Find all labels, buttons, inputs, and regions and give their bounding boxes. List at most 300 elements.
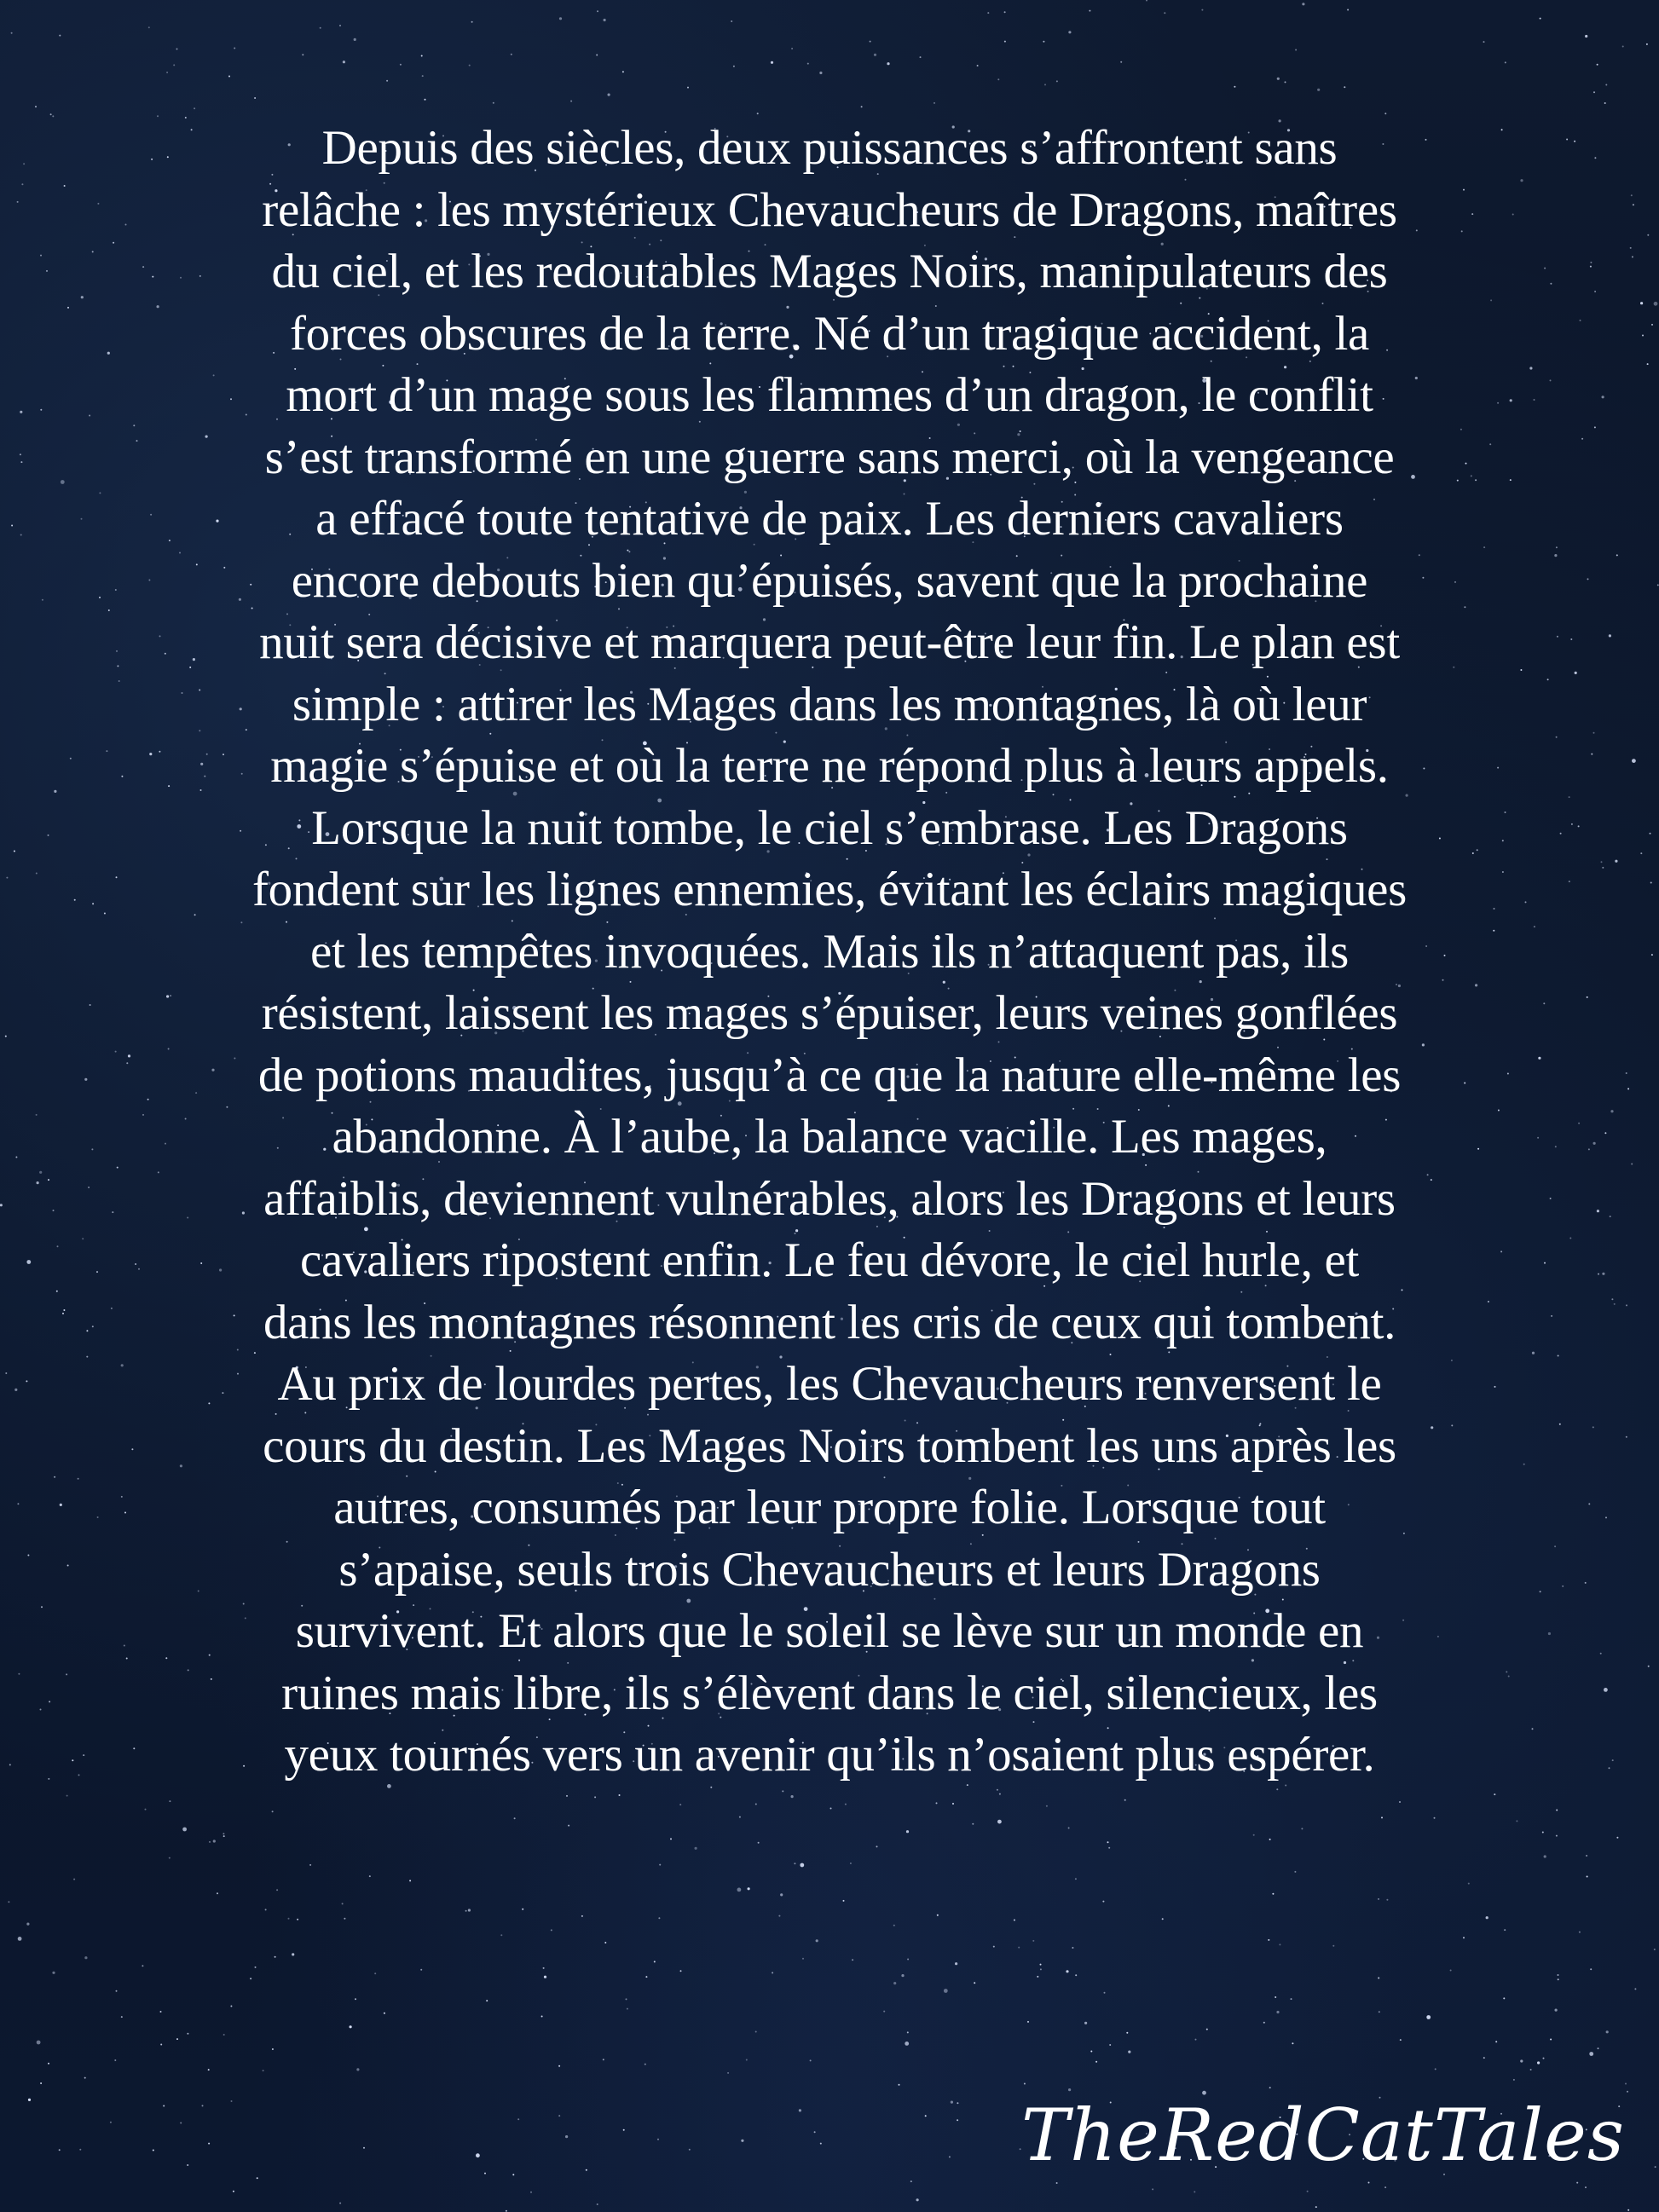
star [81, 296, 84, 298]
star [1194, 2191, 1195, 2192]
star [1550, 2039, 1552, 2041]
star [1602, 867, 1604, 869]
star [695, 1847, 697, 1850]
star [645, 1976, 647, 1978]
star [1107, 1841, 1109, 1843]
star [176, 2038, 178, 2040]
star [342, 1903, 344, 1904]
star [1381, 1816, 1383, 1818]
story-line: a effacé toute tentative de paix. Les derniers cavaliers [315, 492, 1344, 546]
star [627, 2008, 628, 2010]
star [1650, 833, 1651, 835]
star [901, 1974, 904, 1977]
star [551, 1929, 552, 1931]
star [46, 270, 48, 272]
star [952, 1803, 954, 1805]
star [1574, 141, 1575, 142]
star [52, 1972, 55, 1974]
star [169, 1857, 171, 1859]
star [514, 1817, 516, 1819]
star [292, 1953, 294, 1955]
star [309, 1864, 311, 1866]
star [1315, 2206, 1317, 2208]
star [213, 1839, 216, 1842]
star [1294, 1871, 1296, 1873]
star [1587, 996, 1588, 998]
star [544, 1976, 546, 1978]
star [1631, 194, 1633, 196]
star [1578, 825, 1580, 827]
star [679, 1804, 681, 1805]
star [820, 2143, 822, 2145]
star [1622, 46, 1624, 48]
star [957, 2102, 958, 2104]
star [568, 1825, 569, 1827]
story-line: s’apaise, seuls trois Chevaucheurs et leurs Dragons [338, 1542, 1321, 1597]
star [570, 101, 572, 102]
star [1276, 2011, 1279, 2013]
star [1378, 1978, 1379, 1979]
star [1605, 84, 1607, 86]
star [874, 54, 876, 56]
star [1594, 426, 1596, 428]
star [778, 1915, 780, 1917]
star [173, 64, 175, 66]
star [1540, 18, 1541, 20]
star [11, 32, 13, 34]
star [230, 2006, 232, 2007]
story-line: fondent sur les lignes ennemies, évitant les éclairs magiques [251, 863, 1408, 916]
star [81, 518, 83, 520]
star [217, 1892, 218, 1894]
star [1646, 43, 1648, 45]
star [1556, 1835, 1558, 1837]
star [1601, 861, 1603, 863]
star [1368, 2182, 1370, 2184]
star [180, 2122, 182, 2124]
star [53, 1210, 55, 1211]
star [1075, 1878, 1077, 1880]
star [1606, 2030, 1609, 2033]
star [54, 790, 56, 793]
star [1307, 2191, 1309, 2192]
star [883, 2011, 885, 2013]
star [1555, 2009, 1558, 2012]
star [1586, 1855, 1587, 1857]
star [90, 1004, 91, 1006]
star [255, 1967, 257, 1968]
star [597, 10, 598, 12]
star [791, 1795, 794, 1798]
star [425, 99, 426, 101]
star [910, 2180, 912, 2182]
star [49, 1701, 50, 1702]
star [48, 2063, 49, 2065]
star [1295, 49, 1297, 51]
star [209, 1841, 211, 1843]
story-line: Lorsque la nuit tombe, le ciel s’embrase. Les Dragons [311, 800, 1348, 855]
star [1655, 2166, 1656, 2168]
star [344, 1918, 345, 1920]
star [73, 1879, 75, 1880]
star [1587, 1876, 1588, 1878]
star [1276, 1788, 1278, 1790]
star [223, 2034, 225, 2036]
star [905, 2042, 909, 2046]
star [1494, 1793, 1495, 1795]
star [1162, 1918, 1164, 1920]
star [0, 1204, 3, 1206]
star [780, 1893, 783, 1896]
star [543, 1967, 545, 1969]
star [223, 1835, 225, 1837]
star [5, 1036, 7, 1037]
star [1566, 139, 1568, 141]
star [1626, 1072, 1627, 1074]
star [339, 2203, 341, 2204]
star [1068, 2088, 1071, 2091]
star [422, 75, 424, 77]
star [157, 115, 159, 117]
star [476, 2153, 480, 2157]
star [1633, 204, 1634, 205]
star [1263, 2022, 1265, 2024]
star [604, 19, 606, 21]
star [297, 1919, 298, 1920]
star [791, 48, 793, 49]
star [977, 65, 979, 66]
star [1650, 882, 1652, 884]
star [272, 2048, 274, 2050]
star [8, 1901, 9, 1903]
star [66, 1795, 68, 1797]
star [1253, 1834, 1255, 1836]
star [20, 453, 21, 455]
star [468, 1909, 471, 1911]
star [772, 1972, 773, 1973]
story-line: yeux tournés vers un avenir qu’ils n’osaient plus espérer. [284, 1728, 1375, 1782]
star [1589, 2052, 1593, 2056]
star [386, 80, 388, 82]
star [420, 1969, 422, 1971]
star [689, 2149, 691, 2151]
star [86, 1356, 88, 1358]
star [1590, 266, 1592, 268]
star [1612, 1759, 1614, 1761]
star [1569, 1238, 1571, 1239]
star [1578, 1123, 1580, 1124]
star [1164, 12, 1165, 14]
star [1332, 1945, 1334, 1947]
star [1043, 41, 1044, 43]
story-line: relâche : les mystérieux Chevaucheurs de Dragons, maîtres [262, 182, 1397, 237]
star [1580, 320, 1581, 321]
star [1576, 2182, 1578, 2184]
star [1609, 1767, 1610, 1769]
star [14, 851, 15, 852]
story-line: de potions maudites, jusqu’à ce que la nature elle-même les [257, 1048, 1402, 1102]
star [1604, 1132, 1606, 1134]
star [1046, 1805, 1048, 1807]
star [659, 1864, 661, 1866]
star [876, 1845, 878, 1847]
star [997, 1789, 998, 1791]
star [581, 1915, 583, 1917]
star [339, 25, 341, 26]
star [1542, 1832, 1544, 1834]
star [1275, 1996, 1276, 1998]
star [275, 1956, 276, 1958]
story-line: dans les montagnes résonnent les cris de ceux qui tombent. [263, 1295, 1396, 1349]
star [597, 2203, 598, 2205]
star [654, 1961, 656, 1962]
star [182, 1828, 187, 1832]
star [48, 1778, 49, 1780]
star [26, 1380, 27, 1382]
story-line: nuit sera décisive et marquera peut-être leur fin. Le plan est [259, 615, 1400, 669]
star [20, 411, 22, 413]
star [1503, 1997, 1505, 1999]
star [50, 113, 52, 115]
star [1558, 1978, 1559, 1980]
story-line: cours du destin. Les Mages Noirs tombent les uns après les [263, 1418, 1396, 1473]
star [755, 1804, 757, 1805]
star [1642, 335, 1644, 337]
star [1513, 2079, 1515, 2081]
star [35, 106, 37, 107]
story-line: affaiblis, deviennent vulnérables, alors les Dragons et leurs [263, 1171, 1396, 1226]
story-line: cavaliers ripostent enfin. Le feu dévore, le ciel hurle, et [299, 1233, 1360, 1287]
star [1570, 638, 1572, 640]
star [802, 1958, 804, 1960]
star [658, 1917, 660, 1919]
star [233, 2191, 234, 2192]
star [907, 1959, 909, 1961]
story-line: résistent, laissent les mages s’épuiser, leurs veines gonflées [261, 986, 1398, 1040]
star [512, 2174, 514, 2175]
star [1585, 2186, 1587, 2188]
star [1609, 634, 1611, 637]
star [819, 72, 822, 74]
star [48, 835, 49, 836]
star [1569, 796, 1570, 798]
star [1591, 754, 1593, 755]
star [955, 1962, 957, 1965]
star [1605, 1516, 1607, 1518]
star [727, 2072, 729, 2074]
star [356, 2068, 359, 2071]
star [384, 2013, 385, 2014]
star [1018, 1947, 1020, 1949]
star [493, 102, 494, 104]
star [608, 94, 610, 96]
star [116, 1990, 118, 1992]
star [1291, 1998, 1292, 2000]
star [1066, 1970, 1068, 1972]
star [816, 1939, 818, 1942]
star [500, 1934, 502, 1936]
star [1631, 1164, 1633, 1165]
star [1585, 35, 1587, 38]
star [1285, 81, 1286, 83]
star [1604, 1688, 1608, 1692]
star [1616, 554, 1618, 556]
story-line: ruines mais libre, ils s’élèvent dans le ciel, silencieux, les [281, 1666, 1378, 1720]
star [733, 66, 735, 67]
star [993, 1946, 995, 1948]
star [40, 409, 42, 411]
star [84, 1956, 87, 1959]
star [1654, 1949, 1656, 1950]
star [320, 27, 321, 29]
star [949, 2156, 951, 2157]
star [1317, 89, 1320, 91]
star [26, 1923, 29, 1926]
story-line: survivent. Et alors que le soleil se lève sur un monde en [295, 1604, 1364, 1658]
star [814, 2131, 816, 2133]
star [374, 1972, 376, 1974]
star [84, 1078, 87, 1081]
star [645, 2064, 646, 2065]
star [622, 71, 624, 72]
star [1120, 61, 1122, 63]
star [465, 1910, 467, 1912]
star [566, 1795, 568, 1797]
star [486, 2000, 488, 2001]
star [1593, 91, 1595, 93]
star [257, 2177, 258, 2179]
story-line: abandonne. À l’aube, la balance vacille. Les mages, [332, 1110, 1327, 1164]
star [121, 2016, 123, 2018]
star [1630, 247, 1632, 249]
star [1537, 2061, 1540, 2064]
story-text-block [94, 118, 1565, 1787]
star [40, 1709, 42, 1711]
star [1124, 1799, 1126, 1801]
star [40, 2082, 42, 2084]
story-line: autres, consumés par leur propre folie. Lorsque tout [333, 1481, 1326, 1534]
star [1102, 1901, 1104, 1903]
star [88, 1187, 90, 1188]
star [1483, 41, 1485, 43]
star [350, 2025, 352, 2028]
star [354, 38, 356, 41]
star [78, 1774, 80, 1776]
star [78, 1478, 79, 1480]
star [987, 12, 989, 14]
star [807, 63, 809, 65]
star [1146, 0, 1147, 2]
star [160, 2044, 162, 2046]
star [1504, 1929, 1506, 1931]
star [89, 415, 90, 417]
star [1579, 1932, 1581, 1933]
star [799, 2109, 801, 2111]
star [1378, 1898, 1379, 1900]
star [1347, 9, 1349, 11]
star [906, 1830, 909, 1833]
star [1556, 1810, 1558, 1811]
star [1400, 2039, 1402, 2041]
star [48, 1179, 49, 1181]
star [61, 480, 65, 484]
star [37, 1181, 39, 1184]
star [17, 1503, 19, 1505]
star [731, 20, 732, 22]
star [142, 1965, 143, 1967]
star [1654, 302, 1658, 306]
star [1627, 2091, 1628, 2093]
star [254, 97, 256, 99]
story-line: s’est transformé en une guerre sans merci, où la vengeance [264, 430, 1395, 484]
star [67, 1565, 69, 1567]
star [1090, 2051, 1092, 2053]
star [1505, 61, 1506, 63]
star [974, 1982, 975, 1984]
star [1095, 2061, 1097, 2063]
star [208, 2143, 210, 2145]
star [1632, 759, 1636, 763]
star [231, 2100, 233, 2102]
star [1647, 363, 1649, 365]
star [1588, 1503, 1590, 1505]
star [843, 1900, 845, 1902]
star [1272, 1893, 1274, 1895]
star [916, 2198, 919, 2201]
star [1386, 1899, 1388, 1901]
star [1152, 2188, 1153, 2190]
star [861, 106, 863, 107]
star [145, 1809, 147, 1811]
star [1598, 1273, 1599, 1275]
star [925, 2115, 927, 2117]
star [1543, 2058, 1545, 2059]
star [1486, 1916, 1488, 1919]
star [741, 2140, 743, 2142]
star [951, 2101, 953, 2104]
star [63, 1309, 65, 1311]
story-line: forces obscures de la terre. Né d’un tragique accident, la [289, 306, 1370, 361]
star [1302, 3, 1304, 5]
star [794, 1863, 795, 1864]
star [1068, 1828, 1070, 1829]
star [20, 534, 22, 536]
star [737, 1888, 742, 1892]
star [471, 21, 473, 23]
star [1435, 2068, 1436, 2070]
star [1040, 1968, 1042, 1970]
star [800, 1863, 804, 1868]
star [1588, 1148, 1590, 1150]
star [27, 1555, 29, 1556]
star [1544, 1855, 1546, 1857]
star [1593, 732, 1595, 734]
star [1616, 1837, 1618, 1839]
star [74, 899, 76, 901]
star [36, 1114, 38, 1116]
star [1379, 2011, 1380, 2013]
star [1585, 1582, 1587, 1584]
star [1269, 1839, 1271, 1840]
star [920, 56, 922, 58]
star [830, 1808, 832, 1810]
star [771, 61, 773, 64]
star [250, 1978, 251, 1979]
star [1450, 1970, 1452, 1972]
star [586, 2169, 587, 2171]
star [18, 1937, 22, 1941]
star [1084, 2022, 1087, 2024]
